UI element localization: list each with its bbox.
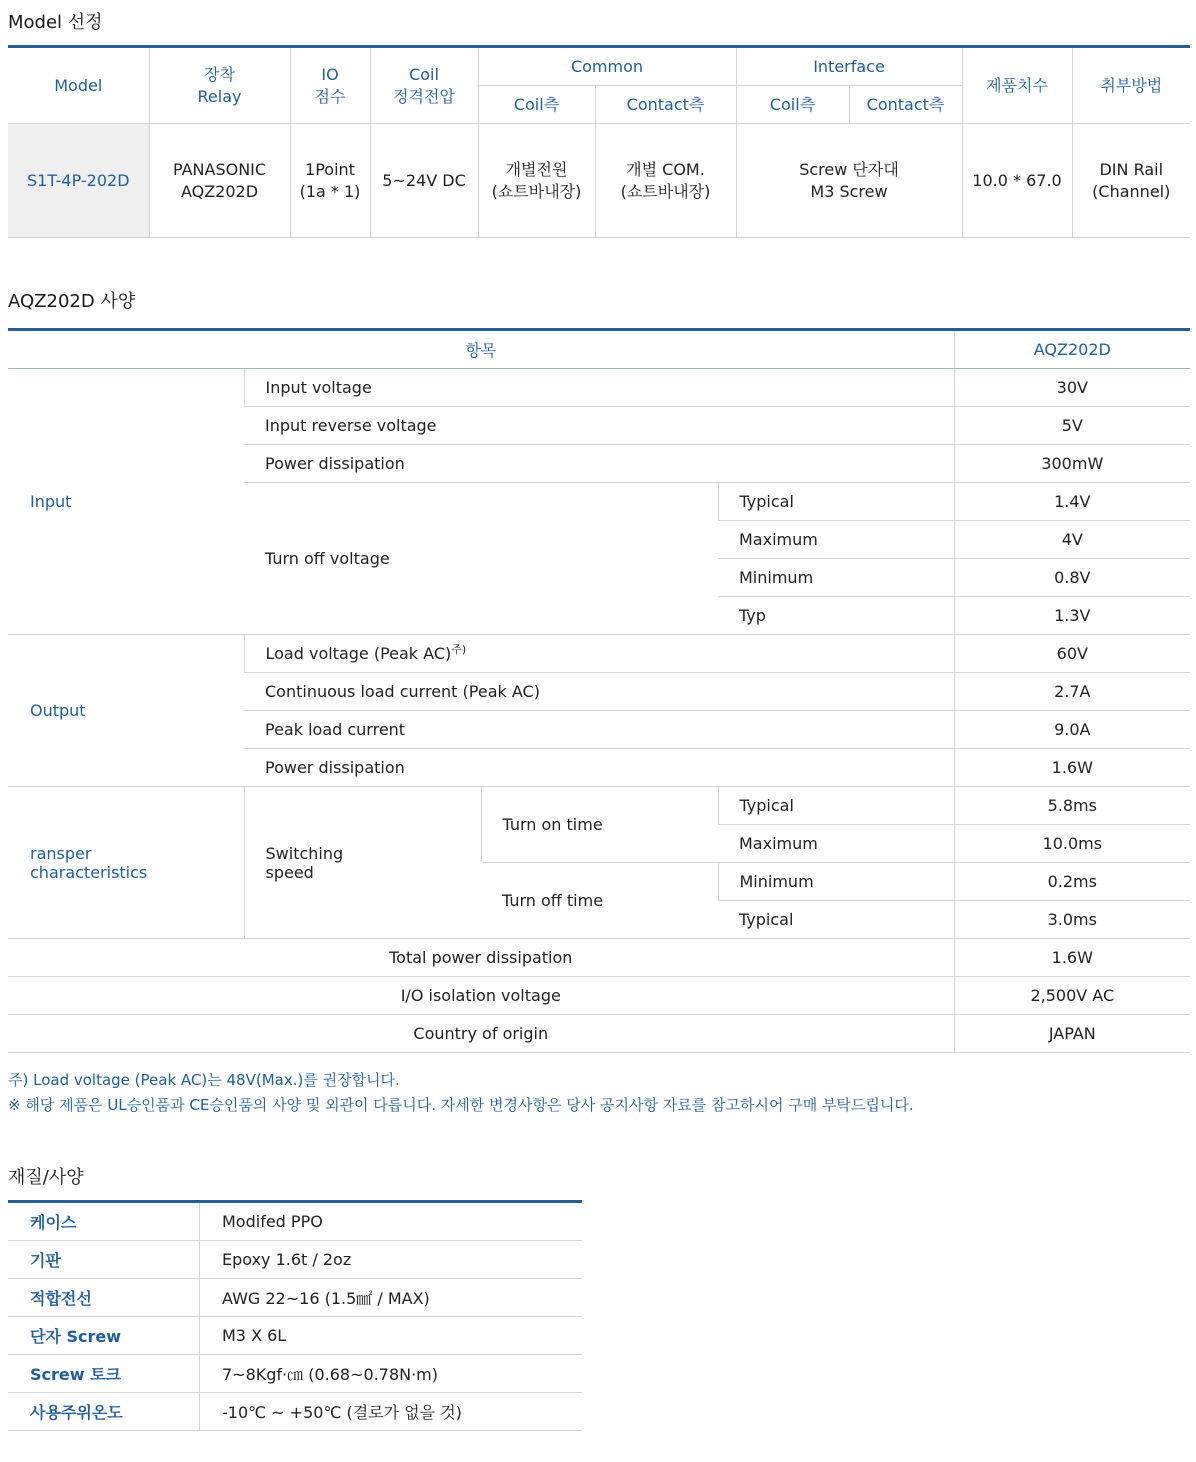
header-model: Model xyxy=(8,47,149,124)
material-row xyxy=(8,1355,582,1393)
io-isolation-voltage-label: I/O isolation voltage xyxy=(8,977,954,1015)
input-power-dissipation-label: Power dissipation xyxy=(244,445,954,483)
load-voltage-footnote: 주) xyxy=(451,643,467,656)
header-size: 제품치수 xyxy=(962,47,1072,124)
mount-cell: DIN Rail (Channel) xyxy=(1072,124,1190,238)
output-power-dissipation-label: Power dissipation xyxy=(244,749,954,787)
material-value: 7~8Kgf·㎝ (0.68~0.78N·m) xyxy=(200,1355,583,1393)
tov-typical-value: 1.4V xyxy=(954,483,1190,521)
header-common: Common xyxy=(478,47,736,86)
input-reverse-voltage-label: Input reverse voltage xyxy=(244,407,954,445)
material-key: 기판 xyxy=(8,1241,200,1279)
peak-load-current-label: Peak load current xyxy=(244,711,954,749)
note-load-voltage: 주) Load voltage (Peak AC)는 48V(Max.)를 권장합니다. xyxy=(8,1071,400,1089)
tov-typical-label: Typical xyxy=(718,483,954,521)
material-value: -10℃ ~ +50℃ (결로가 없을 것) xyxy=(200,1393,583,1431)
material-row xyxy=(8,1317,582,1355)
coil-voltage-cell: 5~24V DC xyxy=(370,124,478,238)
input-voltage-value: 30V xyxy=(954,369,1190,407)
model-table xyxy=(8,45,1190,238)
turn-off-voltage-label: Turn off voltage xyxy=(244,483,718,635)
interface-cell: Screw 단자대 M3 Screw xyxy=(736,124,962,238)
country-of-origin-value: JAPAN xyxy=(954,1015,1190,1053)
header-interface-coil: Coil측 xyxy=(736,86,849,124)
material-value: Modifed PPO xyxy=(200,1202,583,1241)
common-contact-cell: 개별 COM. (쇼트바내장) xyxy=(595,124,736,238)
header-mount: 취부방법 xyxy=(1072,47,1190,124)
input-voltage-label: Input voltage xyxy=(244,369,954,407)
spec-section-title: AQZ202D 사양 xyxy=(8,291,136,312)
input-reverse-voltage-value: 5V xyxy=(954,407,1190,445)
header-common-coil: Coil측 xyxy=(478,86,595,124)
material-value: M3 X 6L xyxy=(200,1317,583,1355)
material-key: 단자 Screw xyxy=(8,1317,200,1355)
peak-load-current-value: 9.0A xyxy=(954,711,1190,749)
tov-minimum-value: 0.8V xyxy=(954,559,1190,597)
toff-typical-label: Typical xyxy=(718,901,954,939)
load-voltage-label: Load voltage (Peak AC)$^{주)}$ xyxy=(244,635,954,673)
ton-typical-label: Typical xyxy=(718,787,954,825)
ton-maximum-value: 10.0ms xyxy=(954,825,1190,863)
material-section-title: 재질/사양 xyxy=(8,1167,84,1188)
material-key: 적합전선 xyxy=(8,1279,200,1317)
total-power-dissipation-label: Total power dissipation xyxy=(8,939,954,977)
header-relay: 장착 Relay xyxy=(149,47,290,124)
toff-minimum-value: 0.2ms xyxy=(954,863,1190,901)
load-voltage-value: 60V xyxy=(954,635,1190,673)
output-power-dissipation-value: 1.6W xyxy=(954,749,1190,787)
country-of-origin-label: Country of origin xyxy=(8,1015,954,1053)
model-section-title: Model 선정 xyxy=(8,12,103,33)
spec-header-value: AQZ202D xyxy=(954,330,1190,369)
material-row xyxy=(8,1393,582,1431)
switching-speed-label: Switching speed xyxy=(244,787,481,939)
tov-typ-label: Typ xyxy=(718,597,954,635)
turn-on-time-label: Turn on time xyxy=(481,787,718,863)
spec-table xyxy=(8,328,1190,1053)
io-cell: 1Point (1a * 1) xyxy=(290,124,370,238)
header-common-contact: Contact측 xyxy=(595,86,736,124)
material-row xyxy=(8,1202,582,1241)
transfer-group-label: ransper characteristics xyxy=(8,787,244,939)
material-key: 사용주위온도 xyxy=(8,1393,200,1431)
material-value: AWG 22~16 (1.5㎟ / MAX) xyxy=(200,1279,583,1317)
continuous-load-current-value: 2.7A xyxy=(954,673,1190,711)
material-table xyxy=(8,1200,582,1431)
toff-typical-value: 3.0ms xyxy=(954,901,1190,939)
output-group-label: Output xyxy=(8,635,244,787)
tov-minimum-label: Minimum xyxy=(718,559,954,597)
toff-minimum-label: Minimum xyxy=(718,863,954,901)
header-io: IO 점수 xyxy=(290,47,370,124)
input-power-dissipation-value: 300mW xyxy=(954,445,1190,483)
ton-typical-value: 5.8ms xyxy=(954,787,1190,825)
material-value: Epoxy 1.6t / 2oz xyxy=(200,1241,583,1279)
tov-maximum-label: Maximum xyxy=(718,521,954,559)
ton-maximum-label: Maximum xyxy=(718,825,954,863)
material-key: Screw 토크 xyxy=(8,1355,200,1393)
continuous-load-current-label: Continuous load current (Peak AC) xyxy=(244,673,954,711)
header-interface: Interface xyxy=(736,47,962,86)
header-coil: Coil 정격전압 xyxy=(370,47,478,124)
material-key: 케이스 xyxy=(8,1202,200,1241)
model-cell: S1T-4P-202D xyxy=(8,124,149,238)
total-power-dissipation-value: 1.6W xyxy=(954,939,1190,977)
relay-cell: PANASONIC AQZ202D xyxy=(149,124,290,238)
material-row xyxy=(8,1279,582,1317)
io-isolation-voltage-value: 2,500V AC xyxy=(954,977,1190,1015)
tov-typ-value: 1.3V xyxy=(954,597,1190,635)
input-group-label: Input xyxy=(8,369,244,635)
material-row xyxy=(8,1241,582,1279)
turn-off-time-label: Turn off time xyxy=(481,863,718,939)
common-coil-cell: 개별전원 (쇼트바내장) xyxy=(478,124,595,238)
spec-header-item: 항목 xyxy=(8,330,954,369)
tov-maximum-value: 4V xyxy=(954,521,1190,559)
note-ul-ce: ※ 해당 제품은 UL승인품과 CE승인품의 사양 및 외관이 다릅니다. 자세한 변경사항은 당사 공지사항 자료를 참고하시어 구매 부탁드립니다. xyxy=(8,1096,914,1114)
header-interface-contact: Contact측 xyxy=(849,86,962,124)
size-cell: 10.0 * 67.0 xyxy=(962,124,1072,238)
